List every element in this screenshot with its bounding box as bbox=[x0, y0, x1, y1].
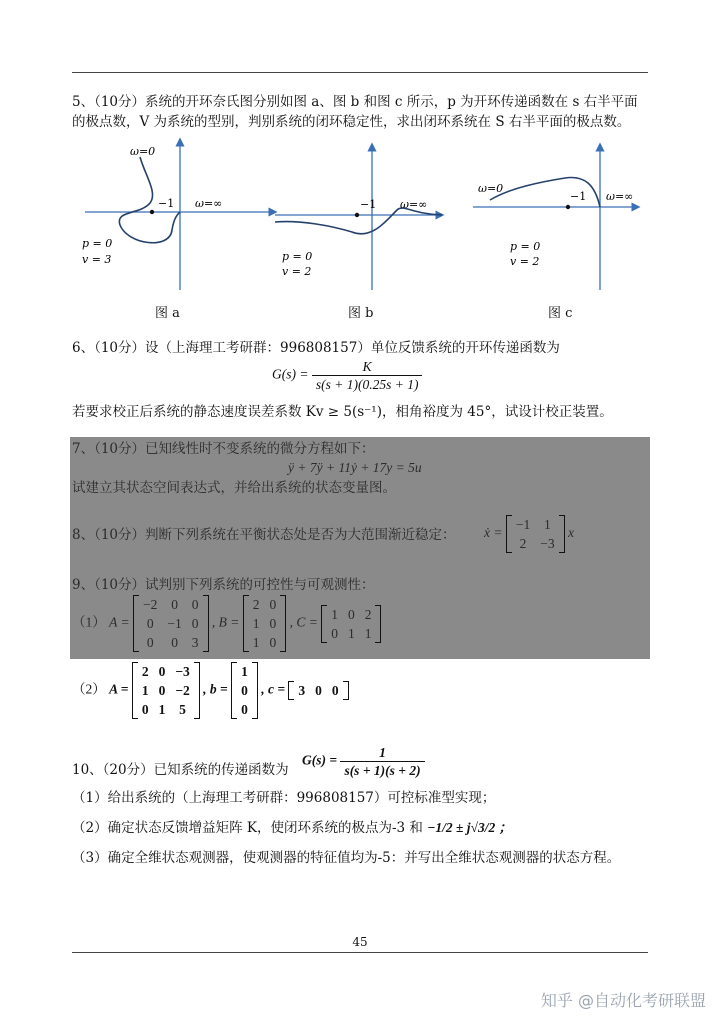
q6-g-label: G(s) = bbox=[272, 366, 309, 382]
minus-one-point bbox=[355, 213, 359, 217]
q8-lhs: ẋ = bbox=[484, 525, 503, 541]
q6-line2: 若要求校正后系统的静态速度误差系数 Kv ≥ 5(s⁻¹)，相角裕度为 45°，试设计校正装置。 bbox=[72, 404, 613, 420]
q10-sub1: （1）给出系统的（上海理工考研群：996808157）可控标准型实现； bbox=[72, 790, 496, 806]
omegainf-label: ω=∞ bbox=[400, 198, 428, 211]
omegainf-label: ω=∞ bbox=[606, 190, 634, 203]
q6-fraction bbox=[312, 358, 423, 393]
figure-b-caption: 图 b bbox=[348, 306, 374, 321]
minus1-label: −1 bbox=[570, 190, 587, 203]
omega0-label: ω=0 bbox=[478, 182, 504, 195]
nyquist-figure-c bbox=[470, 140, 645, 300]
minus1-label: −1 bbox=[158, 197, 175, 210]
v-label: v = 2 bbox=[282, 265, 312, 278]
q10-denominator: s(s + 1)(s + 2) bbox=[344, 763, 421, 778]
q10-sub3: （3）确定全维状态观测器，使观测器的特征值均为-5：并写出全维状态观测器的状态方程。 bbox=[72, 850, 621, 866]
q9-matrix-a: −2 0 0 0 −1 0 0 0 3 bbox=[133, 595, 209, 652]
q8-line1: 8、（10分）判断下列系统在平衡状态处是否为大范围渐近稳定： bbox=[72, 527, 456, 543]
gray-overlay-region bbox=[70, 437, 650, 659]
q10-sub2 bbox=[72, 818, 512, 838]
q6-numerator: K bbox=[312, 358, 423, 376]
minus1-label: −1 bbox=[360, 198, 377, 211]
q9-matrix-a2: 2 0 −3 1 0 −2 0 1 5 bbox=[132, 662, 200, 719]
header-rule bbox=[72, 72, 648, 73]
p-label: p = 0 bbox=[282, 250, 313, 263]
v-label: v = 3 bbox=[82, 253, 112, 266]
q9-matrix-b: 2 0 1 0 1 0 bbox=[243, 595, 287, 652]
p-label: p = 0 bbox=[510, 240, 541, 253]
q7-line1: 7、（10分）已知线性时不变系统的微分方程如下： bbox=[72, 441, 375, 457]
figure-c-caption: 图 c bbox=[548, 306, 573, 321]
q8-matrix: −1 1 2 −3 bbox=[506, 515, 565, 553]
q9-vector-c2: 3 0 0 bbox=[288, 681, 348, 700]
q7-equation: ÿ + 7ÿ + 11ẏ + 17y = 5u bbox=[288, 460, 422, 475]
figure-a-caption: 图 a bbox=[155, 306, 180, 321]
q9-part1: （1） A = −2 0 0 0 −1 0 0 0 3 , B = 2 0 1 0 1 0 , C = 1 0 2 0 1 1 bbox=[72, 595, 381, 652]
q9-vector-b2: 1 0 0 bbox=[231, 662, 258, 719]
minus-one-point bbox=[566, 205, 570, 209]
q10-sub2-text: （2）确定状态反馈增益矩阵 K，使闭环系统的极点为-3 和 bbox=[72, 820, 423, 836]
omega0-label: ω=0 bbox=[130, 145, 156, 158]
q8-equation bbox=[484, 515, 574, 553]
q5-line1: 5、（10分）系统的开环奈氏图分别如图 a、图 b 和图 c 所示，p 为开环传递函数在 s 右半平面 bbox=[72, 94, 638, 110]
omegainf-label: ω=∞ bbox=[195, 197, 223, 210]
minus-one-point bbox=[150, 210, 154, 214]
p-label: p = 0 bbox=[82, 237, 113, 250]
q10-transfer-function bbox=[302, 744, 425, 779]
q5-line2: 的极点数，V 为系统的型别，判别系统的闭环稳定性，求出闭环系统在 S 右半平面的极点数。 bbox=[72, 114, 631, 130]
footer-rule bbox=[72, 952, 648, 953]
q8-rhs: x bbox=[567, 525, 574, 541]
q10-line1: 10、（20分）已知系统的传递函数为 bbox=[72, 762, 289, 778]
q9-part2: （2） A = 2 0 −3 1 0 −2 0 1 5 , b = 1 0 0 , c = 3 0 0 bbox=[72, 662, 349, 719]
q9-part1-label: （1） bbox=[72, 614, 106, 630]
nyquist-figure-a bbox=[80, 135, 280, 295]
footer-watermark: 知乎 @自动化考研联盟 bbox=[540, 991, 706, 1010]
q6-line1: 6、（10分）设（上海理工考研群：996808157）单位反馈系统的开环传递函数为 bbox=[72, 340, 560, 356]
q10-numerator: 1 bbox=[340, 744, 424, 762]
page-number: 45 bbox=[352, 935, 368, 949]
v-label: v = 2 bbox=[510, 255, 540, 268]
q9-part2-label: （2） bbox=[72, 681, 106, 697]
q10-sub2-poles: −1/2 ± j√3/2 ； bbox=[427, 820, 513, 835]
q9-line1: 9、（10分）试判别下列系统的可控性与可观测性： bbox=[72, 577, 375, 593]
q10-g-label: G(s) = bbox=[302, 752, 338, 768]
nyquist-curve-b bbox=[275, 208, 442, 234]
q9-matrix-c: 1 0 2 0 1 1 bbox=[321, 605, 381, 643]
nyquist-figure-b bbox=[272, 140, 447, 300]
q6-transfer-function bbox=[272, 358, 422, 393]
q7-line2: 试建立其状态空间表达式，并给出系统的状态变量图。 bbox=[72, 480, 396, 496]
q10-fraction bbox=[340, 744, 424, 779]
q6-denominator: s(s + 1)(0.25s + 1) bbox=[315, 377, 419, 392]
